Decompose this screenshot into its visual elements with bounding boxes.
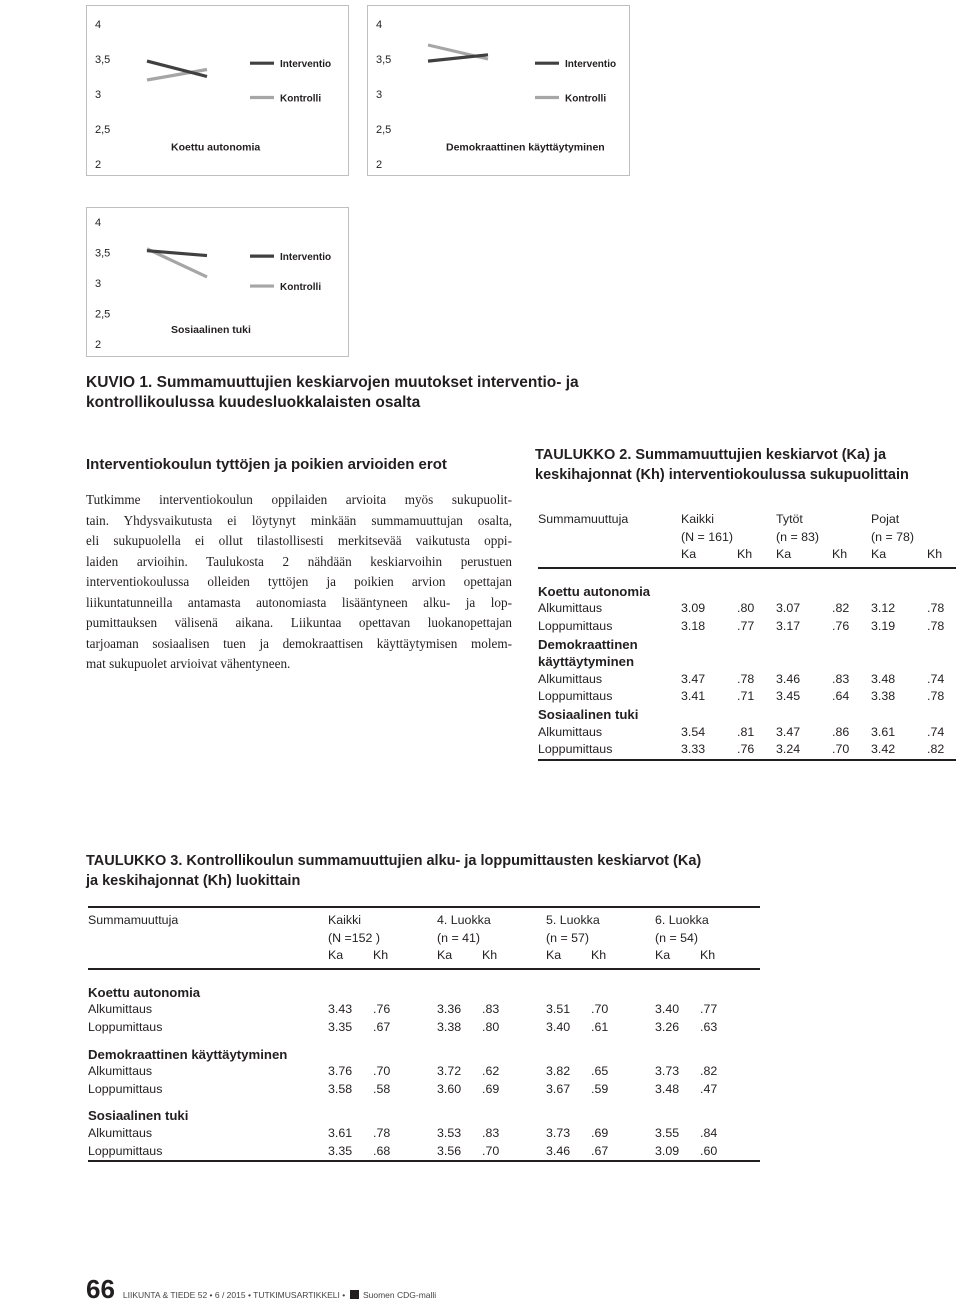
logo-text: Suomen CDG-malli <box>362 1290 437 1300</box>
table-row: Alkumittaus 3.76 .70 3.72 .62 3.82 .65 3.73 .82 <box>88 1064 718 1079</box>
table-row: Loppumittaus 3.33 .76 3.24 .70 3.42 .82 <box>538 742 945 757</box>
header-cell: Summamuuttuja <box>88 913 179 927</box>
table-header-row <box>538 529 956 547</box>
chart-svg <box>368 6 629 175</box>
chart-title: Sosiaalinen tuki <box>171 323 251 336</box>
table-header-row <box>538 546 956 568</box>
header-cell: (N =152 ) <box>328 930 380 945</box>
table-header-row <box>88 930 760 948</box>
y-tick-label: 3,5 <box>376 54 392 66</box>
header-cell: Ka <box>776 547 792 562</box>
table-header-row <box>538 511 956 529</box>
y-tick-label: 3,5 <box>95 247 111 260</box>
body-line: pumittauksen välisenä aikana. Liikuntaa opettavan luokanopettajan <box>86 615 512 630</box>
table-section-title: Koettu autonomia <box>88 984 201 1000</box>
legend-label-kontrolli: Kontrolli <box>565 93 607 105</box>
header-cell: Kh <box>832 547 848 562</box>
section-heading: Interventiokoulun tyttöjen ja poikien arvioiden erot <box>86 456 447 473</box>
chart-sosiaalinen-tuki <box>86 207 349 357</box>
table-row: Loppumittaus 3.58 .58 3.60 .69 3.67 .59 3.48 .47 <box>88 1081 718 1096</box>
body-line: eli sukupuolella ei ollut tilastollisesti merkitsevää vaikutusta oppi- <box>86 533 512 548</box>
table-row: Alkumittaus 3.09 .80 3.07 .82 3.12 .78 <box>538 601 945 616</box>
figure-caption-line: kontrollikoulussa kuudesluokkalaisten osalta <box>86 394 421 411</box>
chart-demokraattinen-kayttaytyminen <box>367 5 630 176</box>
chart-svg <box>87 208 348 356</box>
table-section-title: Sosiaalinen tuki <box>538 706 639 722</box>
table-section-title: Demokraattinen käyttäytyminen <box>88 1046 288 1062</box>
y-tick-label: 2 <box>95 339 102 351</box>
table-row: Alkumittaus 3.54 .81 3.47 .86 3.61 .74 <box>538 724 945 739</box>
journal-info: LIIKUNTA & TIEDE 52 • 6 / 2015 • TUTKIMUSARTIKKELI • <box>122 1290 346 1300</box>
header-cell: (n = 83) <box>776 529 820 544</box>
header-cell: 4. Luokka <box>437 913 491 927</box>
body-line: laiden arvioihin. Taulukosta 2 nähdään keskiarvoihin perustuen <box>86 553 512 569</box>
body-line: interventiokoulussa olleiden tyttöjen ja poikien arvion opettajan <box>86 574 512 589</box>
table-row: Loppumittaus 3.35 .67 3.38 .80 3.40 .61 3.26 .63 <box>88 1019 718 1034</box>
table2 <box>538 502 956 761</box>
table2-caption <box>535 445 955 485</box>
table3-caption-line: ja keskihajonnat (Kh) luokittain <box>86 873 301 889</box>
chart-title: Koettu autonomia <box>171 141 261 154</box>
legend-label-kontrolli: Kontrolli <box>280 93 322 105</box>
header-cell: Tytöt <box>776 512 803 526</box>
header-cell: (n = 54) <box>655 930 699 945</box>
header-cell: Pojat <box>871 512 900 526</box>
cdg-logo-icon <box>350 1290 359 1299</box>
legend-label-interventio: Interventio <box>565 59 617 71</box>
table-row: Alkumittaus 3.47 .78 3.46 .83 3.48 .74 <box>538 671 945 686</box>
y-tick-label: 2,5 <box>95 308 111 321</box>
figure-caption-line: KUVIO 1. Summamuuttujien keskiarvojen muutokset interventio- ja <box>86 374 579 391</box>
header-cell: 6. Luokka <box>655 913 709 927</box>
y-tick-label: 4 <box>95 19 102 31</box>
body-paragraph <box>86 490 512 675</box>
table3-caption-line: TAULUKKO 3. Kontrollikoulun summamuuttujien alku- ja loppumittausten keskiarvot (Ka) <box>86 853 702 869</box>
legend-label-interventio: Interventio <box>280 59 332 71</box>
y-tick-label: 3 <box>376 89 383 101</box>
y-tick-label: 2,5 <box>95 124 111 136</box>
table-section-title: Koettu autonomia <box>538 583 651 599</box>
chart-koettu-autonomia <box>86 5 349 176</box>
table-row: Loppumittaus 3.18 .77 3.17 .76 3.19 .78 <box>538 618 945 633</box>
table-row: Alkumittaus 3.61 .78 3.53 .83 3.73 .69 3.55 .84 <box>88 1125 718 1140</box>
header-cell: (n = 78) <box>871 529 915 544</box>
header-cell: Kh <box>927 547 943 562</box>
page-number: 66 <box>86 1274 115 1304</box>
table-section-title: Demokraattinen <box>538 636 638 652</box>
chart-svg <box>87 6 348 175</box>
legend-label-interventio: Interventio <box>280 252 332 264</box>
header-cell: (n = 57) <box>546 930 590 945</box>
header-cell: (n = 41) <box>437 930 481 945</box>
table-header-row: Ka Kh Ka Kh Ka Kh Ka Kh <box>328 948 716 963</box>
table2-caption-line: TAULUKKO 2. Summamuuttujien keskiarvot (Ka) ja <box>535 447 887 463</box>
table2-caption-line: keskihajonnat (Kh) interventiokoulussa sukupuolittain <box>535 467 909 483</box>
table-header-row <box>88 912 760 930</box>
y-tick-label: 3 <box>95 278 102 290</box>
body-line: liikuntatunneilla antamasta autonomiasta lisääntyneen alku- ja lop- <box>86 594 512 610</box>
header-cell: Summamuuttuja <box>538 512 629 526</box>
figure-caption <box>86 373 626 413</box>
y-tick-label: 4 <box>376 19 383 31</box>
header-cell: (N = 161) <box>681 529 733 544</box>
y-tick-label: 2 <box>95 159 102 171</box>
page-footer <box>86 1276 436 1302</box>
table3-caption <box>86 851 786 891</box>
table3 <box>88 906 760 1162</box>
header-cell: 5. Luokka <box>546 913 600 927</box>
body-line: Tutkimme interventiokoulun oppilaiden arvioita myös sukupuolit- <box>86 492 512 507</box>
header-cell: Ka <box>681 547 697 562</box>
body-line: tarjoaman sosiaalisen tuen ja demokraattisen käyttäytymisen molem- <box>86 635 512 651</box>
y-tick-label: 3 <box>95 89 102 101</box>
header-cell: Kaikki <box>328 913 362 927</box>
y-tick-label: 2,5 <box>376 124 392 136</box>
chart-title: Demokraattinen käyttäytyminen <box>446 141 605 154</box>
y-tick-label: 3,5 <box>95 54 111 66</box>
header-cell: Kaikki <box>681 512 715 526</box>
table-row: Alkumittaus 3.43 .76 3.36 .83 3.51 .70 3.40 .77 <box>88 1002 718 1017</box>
table-section-title: käyttäytyminen <box>538 654 635 670</box>
table-row: Loppumittaus 3.41 .71 3.45 .64 3.38 .78 <box>538 689 945 704</box>
body-line: mat sukupuolet arvioivat vähentyneen. <box>86 656 291 671</box>
legend-label-kontrolli: Kontrolli <box>280 282 322 294</box>
journal-line <box>123 1290 436 1300</box>
table-section-title: Sosiaalinen tuki <box>88 1108 189 1124</box>
y-tick-label: 2 <box>376 159 383 171</box>
body-line: tain. Yhdysvaikutusta ei löytynyt minkään summamuuttujan osalta, <box>86 512 512 528</box>
header-cell: Kh <box>737 547 753 562</box>
y-tick-label: 4 <box>95 217 102 229</box>
header-cell: Ka <box>871 547 887 562</box>
table-row: Loppumittaus 3.35 .68 3.56 .70 3.46 .67 3.09 .60 <box>88 1143 718 1158</box>
